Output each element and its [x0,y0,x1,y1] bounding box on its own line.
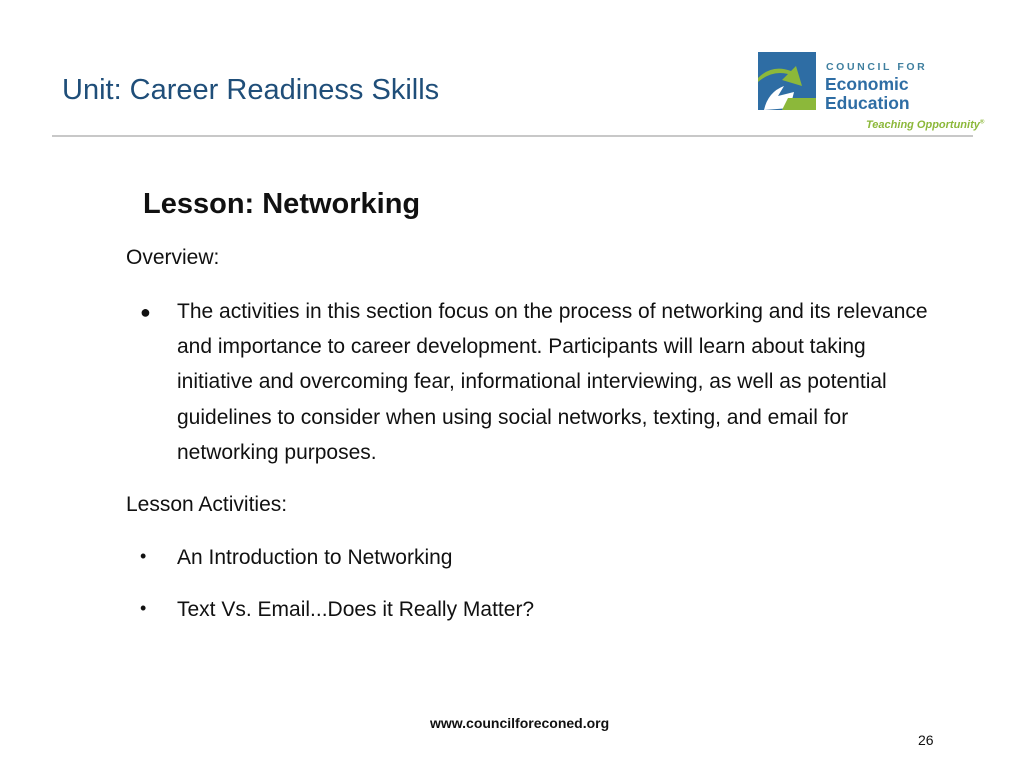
logo-word-education: Education [825,93,910,113]
activity-item: An Introduction to Networking [177,546,453,569]
unit-title: Unit: Career Readiness Skills [62,74,440,106]
cee-logo-icon [758,52,816,110]
logo-top-line: COUNCIL FOR [826,61,928,73]
page-number: 26 [918,732,934,748]
lesson-title: Lesson: Networking [143,188,421,220]
bullet-icon: • [140,598,147,618]
activity-item: Text Vs. Email...Does it Really Matter? [177,598,535,621]
header-divider [52,135,973,137]
council-for-economic-education-logo [758,52,985,138]
bullet-icon: • [140,546,147,566]
footer-url: www.councilforeconed.org [430,715,610,731]
registered-mark: ® [979,119,985,126]
logo-tagline-text: Teaching Opportunity [866,119,980,131]
lesson-activities-label: Lesson Activities: [126,493,288,516]
overview-bullet-text: The activities in this section focus on the process of networking and its relevance and importance to career development. Participants will learn about taking initiative and overcoming fear, informational interviewing, as well as potential guidelines to consider when using social networks, texting, and email for networking purposes. [177,300,928,464]
overview-label: Overview: [126,246,220,269]
logo-word-economic: Economic [825,74,909,94]
logo-tagline [866,119,984,131]
bullet-dot-icon: ● [140,302,151,322]
